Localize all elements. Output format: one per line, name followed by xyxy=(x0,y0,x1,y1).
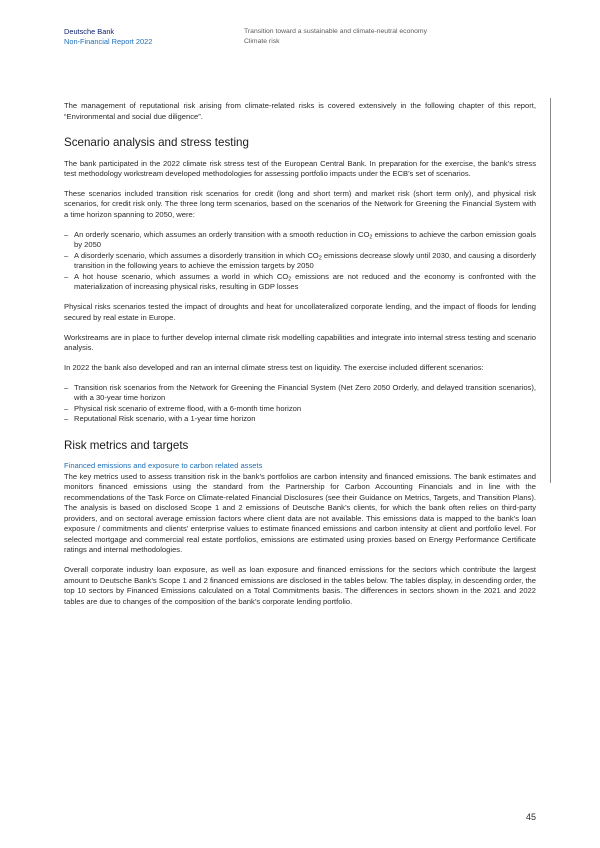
header-left xyxy=(64,27,152,46)
list-item: – Physical risk scenario of extreme flood, with a 6-month time horizon xyxy=(64,404,536,415)
metrics-subheading: Financed emissions and exposure to carbon related assets xyxy=(64,461,263,471)
intro-paragraph: The management of reputational risk arising from climate-related risks is covered extensively in the following chapter of this report, “Environmental and social due diligence”. xyxy=(64,101,536,121)
chapter-title: Transition toward a sustainable and climate-neutral economy xyxy=(244,28,427,35)
long-term-scenarios-list xyxy=(64,230,536,293)
scenario-paragraph-5: In 2022 the bank also developed and ran an internal climate stress test on liquidity. The exercise included different scenarios: xyxy=(64,362,484,372)
page-number: 45 xyxy=(525,812,536,822)
liquidity-scenarios-list xyxy=(64,383,536,425)
list-item: – Transition risk scenarios from the Network for Greening the Financial System (Net Zero 2050 Orderly, and delayed transition scenarios), with a 30-year time horizon xyxy=(64,383,536,404)
header-right xyxy=(244,27,427,46)
metrics-paragraph-2: Overall corporate industry loan exposure, as well as loan exposure and financed emissions for the sectors which contribute the largest amount to Deutsche Bank’s Scope 1 and 2 financed emissions are disclosed in the tables below. The tables display, in descending order, the top 10 sectors by Financed Emissions calculated on a Total Commitments basis. The differences in sectors shown in the 2021 and 2022 tables are due to changes of the composition of the bank’s corporate lending portfolio. xyxy=(64,565,536,606)
main-content xyxy=(64,101,536,617)
list-item: – A hot house scenario, which assumes a world in which $CO_2$ emissions are not reduced and the economy is confronted with the materialization of increasing physical risks, resulting in GDP losses xyxy=(64,272,536,293)
metrics-paragraph-1: The key metrics used to assess transition risk in the bank’s portfolios are carbon intensity and financed emissions. The bank estimates and monitors financed emissions using the standard from the Partnership for Carbon Accounting Financials and in line with the recommendations of the Task Force on Climate-related Financial Disclosures (see their Guidance on Metrics, Targets, and Transition Plans). The analysis is based on disclosed Scope 1 and 2 emissions of Deutsche Bank’s clients, for which the bank often relies on third-party providers, and on sectoral average emission factors where client data are not available. This emissions data is mapped to the bank’s loan exposure / commitments and clients’ enterprise values to estimate financed emissions and carbon intensity at client and portfolio level. For selected mortgage and commercial real estate portfolios, emissions are estimated using proxies based on Energy Performance Certificate ratings and internal methodologies. xyxy=(64,471,536,555)
report-title: Non-Financial Report 2022 xyxy=(64,36,153,46)
section-title: Climate risk xyxy=(244,37,280,45)
brand-name: Deutsche Bank xyxy=(64,27,115,36)
metrics-heading: Risk metrics and targets xyxy=(64,438,189,452)
list-item: – An orderly scenario, which assumes an orderly transition with a smooth reduction in $CO_2$ emissions to achieve the carbon emission goals by 2050 xyxy=(64,230,536,251)
scenario-paragraph-1: The bank participated in the 2022 climate risk stress test of the European Central Bank. In preparation for the exercise, the bank’s stress test methodology workstream developed methodologies for assessing portfolio impacts under the ECB’s set of scenarios. xyxy=(64,158,536,178)
change-bar xyxy=(550,98,551,483)
list-item: – A disorderly scenario, which assumes a disorderly transition in which $CO_2$ emissions decrease slowly until 2030, and causing a disorderly transition in the following years to achieve the emission targets by 2050 xyxy=(64,251,536,272)
scenario-paragraph-4: Workstreams are in place to further develop internal climate risk modelling capabilities and integrate into internal stress testing and scenario analysis. xyxy=(64,332,536,353)
scenario-heading: Scenario analysis and stress testing xyxy=(64,136,249,149)
scenario-paragraph-3: Physical risks scenarios tested the impact of droughts and heat for uncollateralized corporate lending, and the impact of floods for lending secured by real estate in Europe. xyxy=(64,302,536,322)
list-item: – Reputational Risk scenario, with a 1-year time horizon xyxy=(64,414,536,425)
scenario-paragraph-2: These scenarios included transition risk scenarios for credit (long and short term) and market risk (short term only), and physical risk scenarios, for credit risk only. The three long term scenarios, based on the scenarios of the Network for Greening the Financial System with a time horizon spanning to 2050, were: xyxy=(64,188,536,219)
